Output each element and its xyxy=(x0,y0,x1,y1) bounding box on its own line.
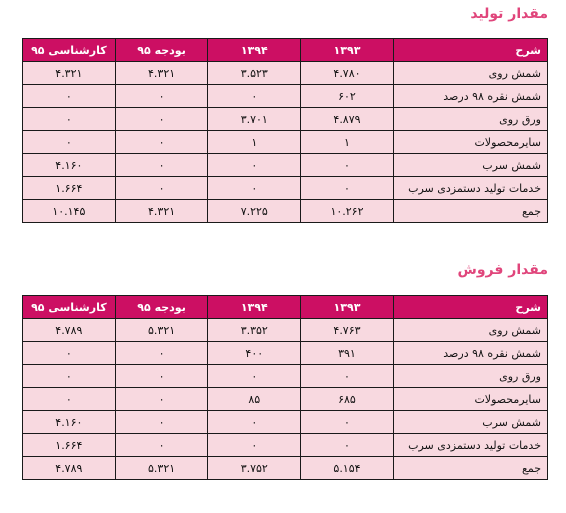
table-cell: ۰ xyxy=(23,365,116,388)
row-label: ورق روی xyxy=(393,365,547,388)
table-row xyxy=(23,108,548,131)
table-cell: ۰ xyxy=(301,365,394,388)
table-cell: ۰ xyxy=(115,154,208,177)
table-cell: ۰ xyxy=(115,388,208,411)
table-cell: ۰ xyxy=(301,434,394,457)
table-cell: ۰ xyxy=(23,108,116,131)
table-cell: ۴.۱۶۰ xyxy=(23,154,116,177)
column-header-description: شرح xyxy=(393,296,547,319)
table-cell: ۰ xyxy=(208,411,301,434)
table-cell: ۰ xyxy=(208,154,301,177)
column-header: کارشناسی ۹۵ xyxy=(23,296,116,319)
table-cell: ۰ xyxy=(208,85,301,108)
table-cell: ۵.۳۲۱ xyxy=(115,319,208,342)
table-cell: ۱.۶۶۴ xyxy=(23,177,116,200)
column-header: ۱۳۹۳ xyxy=(301,296,394,319)
table-row xyxy=(23,434,548,457)
column-header: کارشناسی ۹۵ xyxy=(23,39,116,62)
row-label: شمش سرب xyxy=(393,154,547,177)
table-cell: ۰ xyxy=(115,434,208,457)
column-header: ۱۳۹۴ xyxy=(208,296,301,319)
row-label: سایرمحصولات xyxy=(393,388,547,411)
table-row xyxy=(23,62,548,85)
table-cell: ۷.۲۲۵ xyxy=(208,200,301,223)
table-cell: ۰ xyxy=(301,154,394,177)
table-cell: ۱۰.۱۴۵ xyxy=(23,200,116,223)
table-row xyxy=(23,177,548,200)
table-cell: ۰ xyxy=(115,411,208,434)
table-cell: ۰ xyxy=(301,411,394,434)
table-cell: ۰ xyxy=(208,434,301,457)
table-cell: ۳.۷۰۱ xyxy=(208,108,301,131)
table-cell: ۰ xyxy=(23,388,116,411)
table-cell: ۰ xyxy=(115,131,208,154)
table-cell: ۰ xyxy=(115,177,208,200)
row-label: سایرمحصولات xyxy=(393,131,547,154)
header-row xyxy=(23,39,548,62)
row-label: خدمات تولید دستمزدی سرب xyxy=(393,434,547,457)
table-cell: ۵.۱۵۴ xyxy=(301,457,394,480)
table-cell: ۵.۳۲۱ xyxy=(115,457,208,480)
total-row xyxy=(23,457,548,480)
row-label: جمع xyxy=(393,200,547,223)
sales-title: مقدار فروش xyxy=(457,262,548,278)
table-cell: ۳۹۱ xyxy=(301,342,394,365)
table-cell: ۰ xyxy=(23,85,116,108)
table-cell: ۴۰۰ xyxy=(208,342,301,365)
table-cell: ۸۵ xyxy=(208,388,301,411)
row-label: جمع xyxy=(393,457,547,480)
table-cell: ۳.۳۵۲ xyxy=(208,319,301,342)
row-label: ورق روی xyxy=(393,108,547,131)
table-cell: ۱.۶۶۴ xyxy=(23,434,116,457)
row-label: شمش نقره ۹۸ درصد xyxy=(393,342,547,365)
table-cell: ۱۰.۲۶۲ xyxy=(301,200,394,223)
table-cell: ۴.۷۸۹ xyxy=(23,319,116,342)
table-cell: ۰ xyxy=(23,131,116,154)
table-row xyxy=(23,154,548,177)
table-cell: ۴.۳۲۱ xyxy=(115,62,208,85)
row-label: شمش روی xyxy=(393,62,547,85)
table-cell: ۴.۷۶۳ xyxy=(301,319,394,342)
table-cell: ۰ xyxy=(208,177,301,200)
column-header: بودجه ۹۵ xyxy=(115,39,208,62)
row-label: شمش نقره ۹۸ درصد xyxy=(393,85,547,108)
table-cell: ۱ xyxy=(301,131,394,154)
table-cell: ۰ xyxy=(301,177,394,200)
sales-table xyxy=(22,295,548,480)
table-row xyxy=(23,388,548,411)
production-title: مقدار تولید xyxy=(470,6,548,22)
table-cell: ۰ xyxy=(208,365,301,388)
production-table xyxy=(22,38,548,223)
column-header: ۱۳۹۳ xyxy=(301,39,394,62)
table-cell: ۴.۳۲۱ xyxy=(115,200,208,223)
table-row xyxy=(23,319,548,342)
total-row xyxy=(23,200,548,223)
row-label: شمش روی xyxy=(393,319,547,342)
table-cell: ۶۰۲ xyxy=(301,85,394,108)
row-label: شمش سرب xyxy=(393,411,547,434)
table-cell: ۰ xyxy=(23,342,116,365)
row-label: خدمات تولید دستمزدی سرب xyxy=(393,177,547,200)
table-cell: ۴.۷۸۹ xyxy=(23,457,116,480)
table-cell: ۴.۱۶۰ xyxy=(23,411,116,434)
table-cell: ۳.۷۵۲ xyxy=(208,457,301,480)
table-row xyxy=(23,131,548,154)
table-row xyxy=(23,411,548,434)
table-cell: ۶۸۵ xyxy=(301,388,394,411)
table-cell: ۳.۵۲۳ xyxy=(208,62,301,85)
table-cell: ۱ xyxy=(208,131,301,154)
table-row xyxy=(23,365,548,388)
table-cell: ۴.۳۲۱ xyxy=(23,62,116,85)
table-cell: ۰ xyxy=(115,365,208,388)
table-cell: ۰ xyxy=(115,342,208,365)
header-row xyxy=(23,296,548,319)
table-cell: ۴.۸۷۹ xyxy=(301,108,394,131)
table-cell: ۰ xyxy=(115,85,208,108)
table-row xyxy=(23,342,548,365)
table-row xyxy=(23,85,548,108)
column-header: ۱۳۹۴ xyxy=(208,39,301,62)
table-cell: ۰ xyxy=(115,108,208,131)
column-header: بودجه ۹۵ xyxy=(115,296,208,319)
table-cell: ۴.۷۸۰ xyxy=(301,62,394,85)
column-header-description: شرح xyxy=(393,39,547,62)
